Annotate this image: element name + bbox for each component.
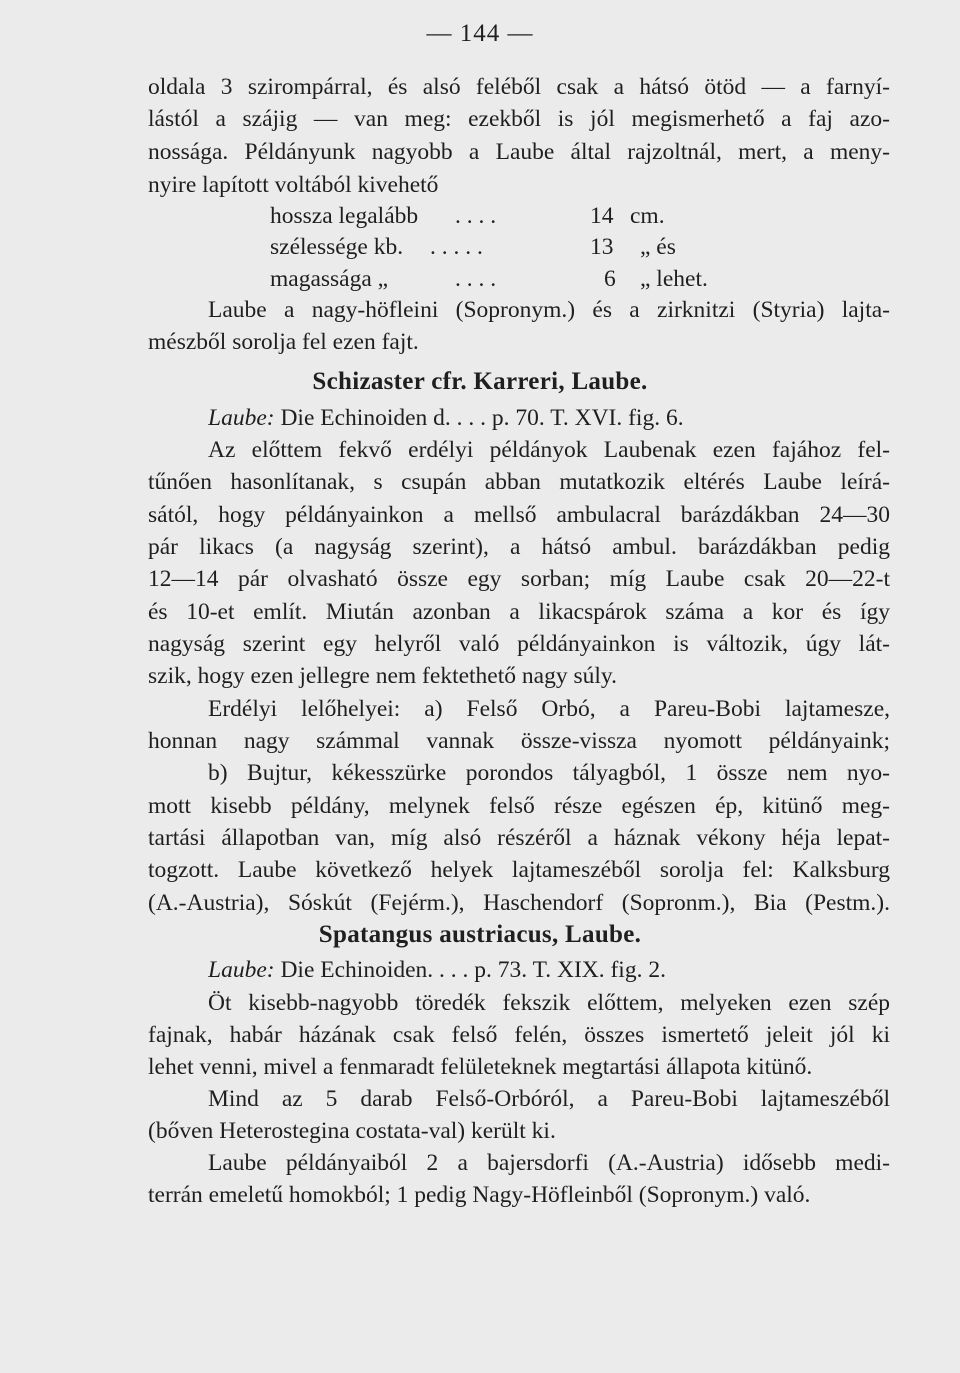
text-line: nyire lapított voltából kivehető [148,172,439,198]
measurement-unit: „ lehet. [640,266,708,292]
text-line: (A.-Austria), Sóskút (Fejérm.), Haschendorf (Sopronm.), Bia (Pestm.). [148,890,890,916]
text-line: Öt kisebb-nagyobb töredék fekszik előttem, melyeken ezen szép [208,990,890,1016]
text-line: nossága. Példányunk nagyobb a Laube által rajzoltnál, mert, a meny- [148,139,890,165]
reference-line [208,955,890,985]
text-line: Laube a nagy-höfleini (Sopronym.) és a zirknitzi (Styria) lajta- [208,297,890,323]
text-line: nagyság szerint egy helyről való példányainkon is változik, úgy lát- [148,631,890,657]
text-line: honnan nagy számmal vannak össze-vissza nyomott példányaink; [148,728,890,754]
text-line: tartási állapotban van, míg alsó részéről a háznak vékony héja lepat- [148,825,890,851]
reference-text: Die Echinoiden. . . . p. 73. T. XIX. fig. 2. [280,957,666,983]
text-line: 12—14 pár olvasható össze egy sorban; míg Laube csak 20—22-t [148,566,890,592]
text-line: Mind az 5 darab Felső-Orbóról, a Pareu-Bobi lajtameszéből [208,1086,890,1112]
text-line: togzott. Laube következő helyek lajtameszéből sorolja fel: Kalksburg [148,857,890,883]
text-line: lástól a szájig — van meg: ezekből is jól megismerhető a faj azo- [148,106,890,132]
measurement-dots: . . . . [455,203,497,229]
text-line: mott kisebb példány, melynek felső része egészen ép, kitünő meg- [148,793,890,819]
text-line: és 10-et említ. Miután azonban a likacspárok száma a kor és így [148,599,890,625]
text-line: fajnak, habár házának csak felső felén, összes ismertető jeleit jól ki [148,1022,890,1048]
text-line: Laube példányaiból 2 a bajersdorfi (A.-Austria) idősebb medi- [208,1150,890,1176]
reference-text: Die Echinoiden d. . . . p. 70. T. XVI. fig. 6. [280,405,684,431]
text-line: sától, hogy példányainkon a mellső ambulacral barázdákban 24—30 [148,502,890,528]
measurement-dots: . . . . . [430,234,483,260]
text-line: Erdélyi lelőhelyei: a) Felső Orbó, a Pareu-Bobi lajtamesze, [208,696,890,722]
text-line: Az előttem fekvő erdélyi példányok Laubenak ezen fajához fel- [208,437,890,463]
text-line: (bőven Heterostegina costata-val) került ki. [148,1118,556,1144]
measurement-dots: . . . . [455,266,497,292]
reference-line [208,403,890,433]
text-line: szik, hogy ezen jellegre nem fektethető nagy súly. [148,663,617,689]
text-line: tűnően hasonlítanak, s csupán abban mutatkozik eltérés Laube leírá- [148,469,890,495]
text-line: lehet venni, mivel a fenmaradt felületeknek megtartási állapota kitünő. [148,1054,813,1080]
measurement-unit: „ és [640,234,676,260]
measurement-unit: cm. [630,203,665,229]
text-line: terrán emeletű homokból; 1 pedig Nagy-Höfleinből (Sopronym.) való. [148,1182,811,1208]
text-line: mészből sorolja fel ezen fajt. [148,329,419,355]
measurement-label: magassága „ [270,266,389,292]
reference-author: Laube: [208,405,275,431]
text-line: oldala 3 szirompárral, és alsó feléből csak a hátsó ötöd — a farnyí- [148,74,890,100]
species-heading: Spatangus austriacus, Laube. [318,921,642,948]
reference-author: Laube: [208,957,275,983]
measurement-label: szélessége kb. [270,234,404,260]
page-number: — 144 — [426,20,534,47]
measurement-label: hossza legalább [270,203,419,229]
measurement-value: 14 [590,203,614,229]
species-heading: Schizaster cfr. Karreri, Laube. [312,368,648,395]
measurement-value: 6 [604,266,616,292]
text-line: pár likacs (a nagyság szerint), a hátsó ambul. barázdákban pedig [148,534,890,560]
text-line: b) Bujtur, kékesszürke porondos tályagból, 1 össze nem nyo- [208,760,890,786]
measurement-value: 13 [590,234,614,260]
